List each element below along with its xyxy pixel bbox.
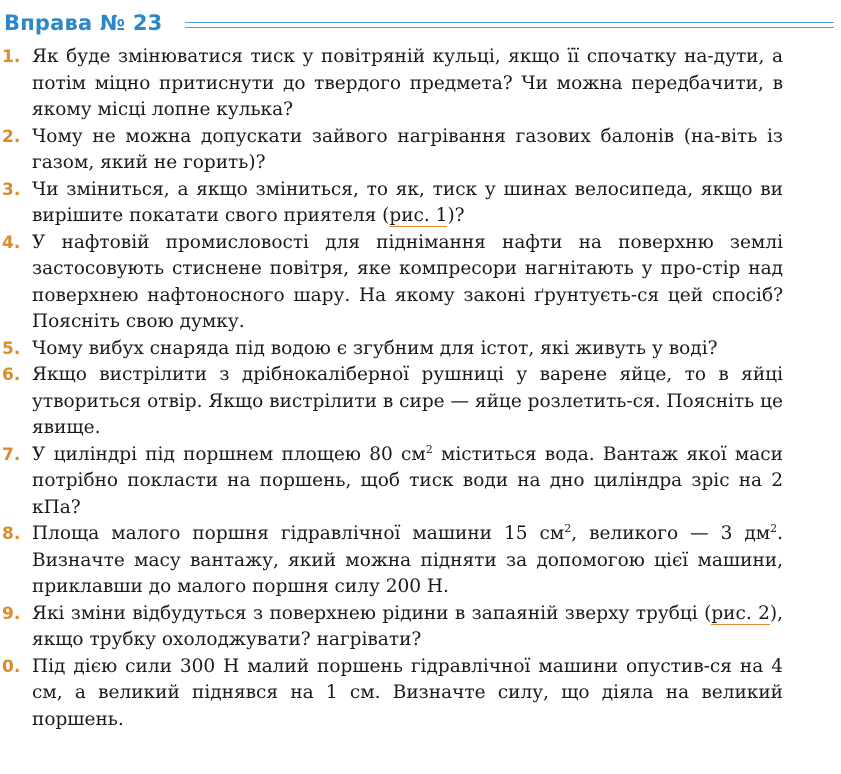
exercise-text: Чому вибух снаряда під водою є згубним для істот, які живуть у воді?: [32, 337, 718, 359]
exercise-text: Як буде змінюватися тиск у повітряній кульці, якщо її спочатку на-дути, а потім міцно притиснути до твердого предмета? Чи можна передбачити, в якому місці лопне кулька?: [32, 46, 783, 120]
exercise-item-4: [0, 230, 841, 336]
exercise-number: 7.: [2, 444, 21, 465]
exercise-number: 9.: [2, 603, 21, 624]
exercise-text-end: )?: [447, 205, 465, 226]
exercise-text-end: міститься вода. Вантаж якої маси потрібно покласти на поршень, щоб тиск води на дно циліндра зріс на 2 кПа?: [32, 443, 783, 518]
superscript: 2: [564, 521, 572, 535]
header-double-rule: [185, 22, 835, 28]
exercise-text: Під дією сили 300 Н малий поршень гідравлічної машини опустив-ся на 4 см, а великий піднявся на 1 см. Визначте силу, що діяла на великий поршень.: [32, 655, 783, 730]
exercise-number: 5.: [2, 338, 21, 359]
figure-reference-link[interactable]: рис. 2: [711, 602, 770, 624]
exercise-text: Чи зміниться, а якщо зміниться, то як, тиск у шинах велосипеда, якщо ви вирішите покатати свого приятеля (: [32, 178, 783, 226]
exercise-number: 4.: [2, 232, 21, 253]
exercise-text-end: . Визначте масу вантажу, який можна підняти за допомогою цієї машини, приклавши до малого поршня силу 200 Н.: [32, 523, 783, 597]
superscript: 2: [425, 442, 433, 456]
exercise-text: Які зміни відбудуться з поверхнею рідини в запаяній зверху трубці (: [32, 602, 712, 624]
superscript: 2: [770, 521, 778, 535]
exercise-item-5: [0, 336, 841, 363]
figure-reference-link[interactable]: рис. 1: [389, 205, 448, 226]
exercise-number: 8.: [2, 524, 21, 544]
exercise-item-10: [0, 654, 841, 734]
exercise-item-1: [0, 44, 841, 124]
exercise-header: [4, 8, 834, 38]
exercise-text: У нафтовій промисловості для піднімання нафти на поверхню землі застосовують стиснене повітря, яке компресори нагнітають у про-стір над поверхнею нафтоносного шару. На якому законі ґрунтуєть-ся цей спосіб? Поясніть свою думку.: [32, 231, 783, 332]
exercise-text: Якщо вистрілити з дрібнокаліберної рушниці у варене яйце, то в яйці утвориться отвір. Якщо вистрілити в сире — яйце розлетить-ся. Поясніть це явище.: [32, 364, 783, 438]
exercise-item-3: [0, 177, 841, 230]
exercise-item-2: [0, 124, 841, 177]
exercise-item-6: [0, 362, 841, 442]
exercise-title: Вправа № 23: [4, 11, 163, 35]
exercise-text: У циліндрі під поршнем площею 80 см: [32, 443, 426, 465]
exercise-number: 6.: [2, 365, 21, 385]
exercise-text: Площа малого поршня гідравлічної машини 15 см: [32, 523, 565, 544]
exercise-text-end: ), якщо трубку охолоджувати? нагрівати?: [32, 602, 783, 650]
exercise-number: 1.: [2, 47, 21, 67]
exercise-text: Чому не можна допускати зайвого нагрівання газових балонів (на-віть із газом, який не горить)?: [32, 125, 783, 173]
exercise-list: [0, 44, 841, 733]
exercise-item-7: [0, 442, 841, 522]
exercise-item-8: [0, 521, 841, 601]
exercise-item-9: [0, 601, 841, 654]
exercise-number: 0.: [2, 656, 21, 677]
exercise-text-middle: , великого — 3 дм: [571, 523, 771, 544]
exercise-number: 2.: [2, 126, 21, 147]
exercise-number: 3.: [2, 179, 21, 200]
